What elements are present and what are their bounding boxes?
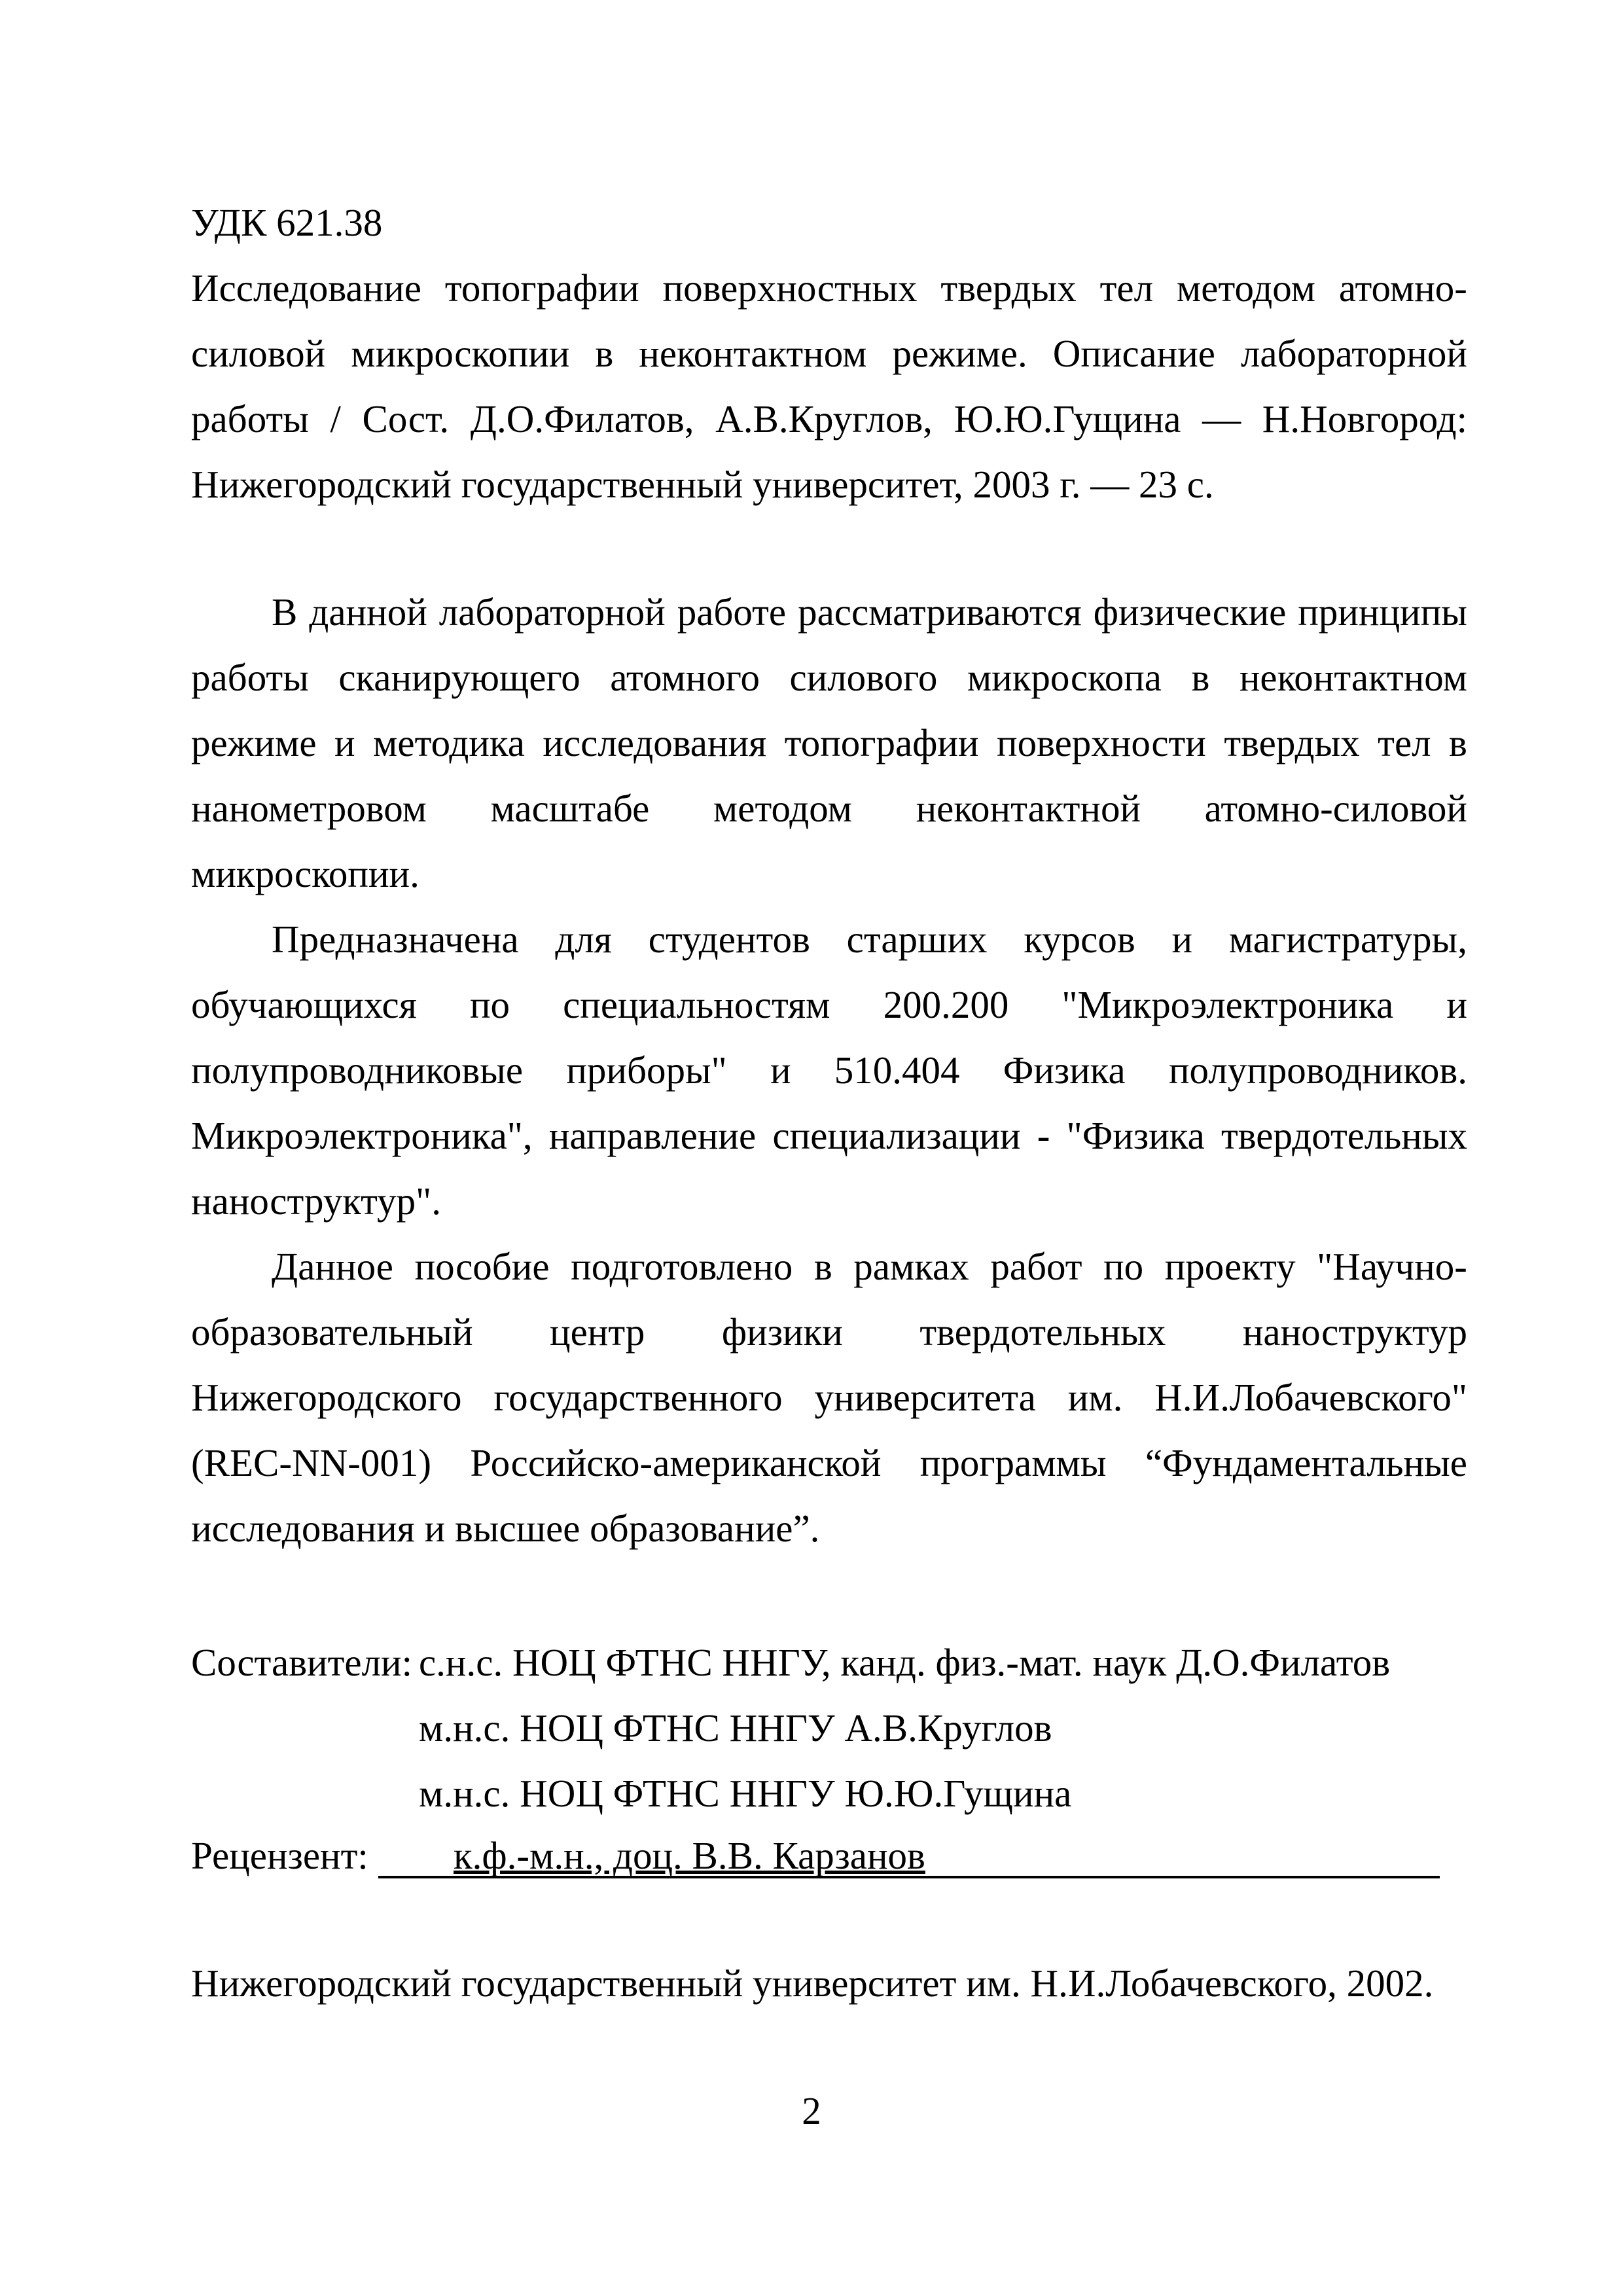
abstract-line-4 (191, 785, 1467, 831)
word: наноструктур (1242, 1310, 1467, 1354)
word: Российско-американской (470, 1441, 882, 1484)
abstract-line-3 (191, 720, 1467, 766)
word: работы (191, 656, 309, 699)
word: (REC-NN-001) (191, 1441, 432, 1484)
word: и (1171, 918, 1193, 961)
word: Сост. (362, 397, 450, 440)
word: твердотельных (1221, 1114, 1467, 1157)
word: работе (677, 590, 787, 634)
word: данной (309, 590, 427, 634)
word: масштабе (490, 787, 650, 830)
project-line-1 (272, 1244, 1467, 1289)
word: исследования (543, 721, 767, 764)
word: режиме (191, 721, 317, 764)
word: нанометровом (191, 787, 427, 830)
audience-line-4 (191, 1113, 1467, 1158)
publisher-line: Нижегородский государственный университет им. Н.И.Лобачевского, 2002. (191, 1962, 1434, 2005)
project-line-2 (191, 1309, 1467, 1355)
word: и (334, 721, 355, 764)
word: микроскопа (967, 656, 1162, 699)
word: им. (1067, 1376, 1123, 1419)
word: Данное (272, 1245, 393, 1288)
word: и (1446, 983, 1467, 1026)
word: тел (1099, 266, 1154, 310)
word: Д.О.Филатов, (470, 397, 694, 440)
word: специальностям (563, 983, 830, 1026)
word: в (813, 1245, 832, 1288)
project-line-4 (191, 1440, 1467, 1486)
word: неконтактной (916, 787, 1141, 830)
abstract-line-5: микроскопии. (191, 852, 419, 895)
word: обучающихся (191, 983, 417, 1026)
word: образовательный (191, 1310, 473, 1354)
word: В (272, 590, 298, 634)
reviewer-label: Рецензент: (191, 1834, 368, 1877)
biblio-line-4: Нижегородский государственный университет, 2003 г. — 23 с. (191, 463, 1214, 506)
word: Исследование (191, 266, 421, 310)
word: по (1103, 1245, 1144, 1288)
word: - (1037, 1114, 1050, 1157)
project-line-3 (191, 1374, 1467, 1420)
audience-line-2 (191, 982, 1467, 1028)
word: государственного (493, 1376, 783, 1419)
word: Предназначена (272, 918, 519, 961)
word: силовой (191, 332, 326, 375)
word: полупроводников. (1168, 1049, 1467, 1092)
word: физики (721, 1310, 843, 1354)
word: специализации (772, 1114, 1021, 1157)
biblio-line-1 (191, 265, 1467, 311)
word: методом (713, 787, 852, 830)
abstract-line-1 (272, 589, 1467, 635)
project-line-5: исследования и высшее образование”. (191, 1507, 820, 1550)
word: топографии (784, 721, 979, 764)
word: / (330, 397, 341, 440)
word: топографии (444, 266, 639, 310)
word: поверхности (997, 721, 1206, 764)
biblio-line-2 (191, 331, 1467, 376)
word: неконтактном (639, 332, 867, 375)
word: лабораторной (1240, 332, 1467, 375)
audience-line-1 (272, 916, 1467, 962)
word: для (555, 918, 612, 961)
word: центр (550, 1310, 645, 1354)
word: твердотельных (919, 1310, 1166, 1354)
word: “Фундаментальные (1145, 1441, 1467, 1484)
word: подготовлено (571, 1245, 793, 1288)
word: направление (548, 1114, 757, 1157)
word: в (1191, 656, 1210, 699)
contributor-2: м.н.с. НОЦ ФТНС ННГУ А.В.Круглов (419, 1706, 1052, 1749)
contributor-3: м.н.с. НОЦ ФТНС ННГУ Ю.Ю.Гущина (419, 1772, 1072, 1815)
reviewer-name: к.ф.-м.н., доц. В.В. Карзанов (454, 1834, 925, 1877)
word: атомного (610, 656, 760, 699)
word: атомно-силовой (1204, 787, 1467, 830)
word: силового (789, 656, 938, 699)
contributors-label: Составители: (191, 1641, 413, 1684)
word: "Микроэлектроника (1061, 983, 1394, 1026)
word: Ю.Ю.Гущина (954, 397, 1181, 440)
page-number: 2 (802, 2089, 821, 2132)
word: сканирующего (338, 656, 580, 699)
word: и (770, 1049, 791, 1092)
word: программы (919, 1441, 1107, 1484)
word: твердых (940, 266, 1077, 310)
audience-line-3 (191, 1047, 1467, 1093)
word: "Физика (1066, 1114, 1205, 1157)
abstract-line-2 (191, 655, 1467, 700)
word: работы (191, 397, 309, 440)
word: "Научно- (1317, 1245, 1467, 1288)
word: режиме. (892, 332, 1027, 375)
word: тел (1378, 721, 1431, 764)
word: Микроэлектроника", (191, 1114, 533, 1157)
word: полупроводниковые (191, 1049, 524, 1092)
word: — (1202, 397, 1241, 440)
word: микроскопии (351, 332, 570, 375)
word: принципы (1298, 590, 1467, 634)
word: курсов (1024, 918, 1135, 961)
word: атомно- (1338, 266, 1467, 310)
word: методом (1176, 266, 1315, 310)
word: в (1449, 721, 1467, 764)
word: Н.И.Лобачевского" (1154, 1376, 1467, 1419)
word: пособие (414, 1245, 550, 1288)
word: 200.200 (883, 983, 1009, 1026)
word: методика (373, 721, 525, 764)
udk-code: УДК 621.38 (191, 201, 383, 244)
word: студентов (648, 918, 810, 961)
word: проекту (1164, 1245, 1296, 1288)
word: лабораторной (438, 590, 666, 634)
word: Физика (1003, 1049, 1126, 1092)
word: А.В.Круглов, (715, 397, 933, 440)
word: рамках (853, 1245, 969, 1288)
word: старших (846, 918, 988, 961)
word: университета (814, 1376, 1036, 1419)
reviewer-value (378, 1833, 1440, 1878)
word: твердых (1224, 721, 1360, 764)
word: по (469, 983, 510, 1026)
word: неконтактном (1239, 656, 1467, 699)
word: 510.404 (834, 1049, 960, 1092)
word: рассматриваются (798, 590, 1082, 634)
word: физические (1093, 590, 1287, 634)
word: Описание (1052, 332, 1215, 375)
word: поверхностных (662, 266, 918, 310)
audience-line-5: наноструктур". (191, 1179, 441, 1223)
word: Нижегородского (191, 1376, 462, 1419)
contributor-1: с.н.с. НОЦ ФТНС ННГУ, канд. физ.-мат. наук Д.О.Филатов (419, 1641, 1391, 1684)
word: магистратуры, (1228, 918, 1467, 961)
word: работ (990, 1245, 1082, 1288)
word: приборы" (566, 1049, 727, 1092)
word: Н.Новгород: (1262, 397, 1467, 440)
biblio-line-3 (191, 396, 1467, 442)
word: в (595, 332, 614, 375)
